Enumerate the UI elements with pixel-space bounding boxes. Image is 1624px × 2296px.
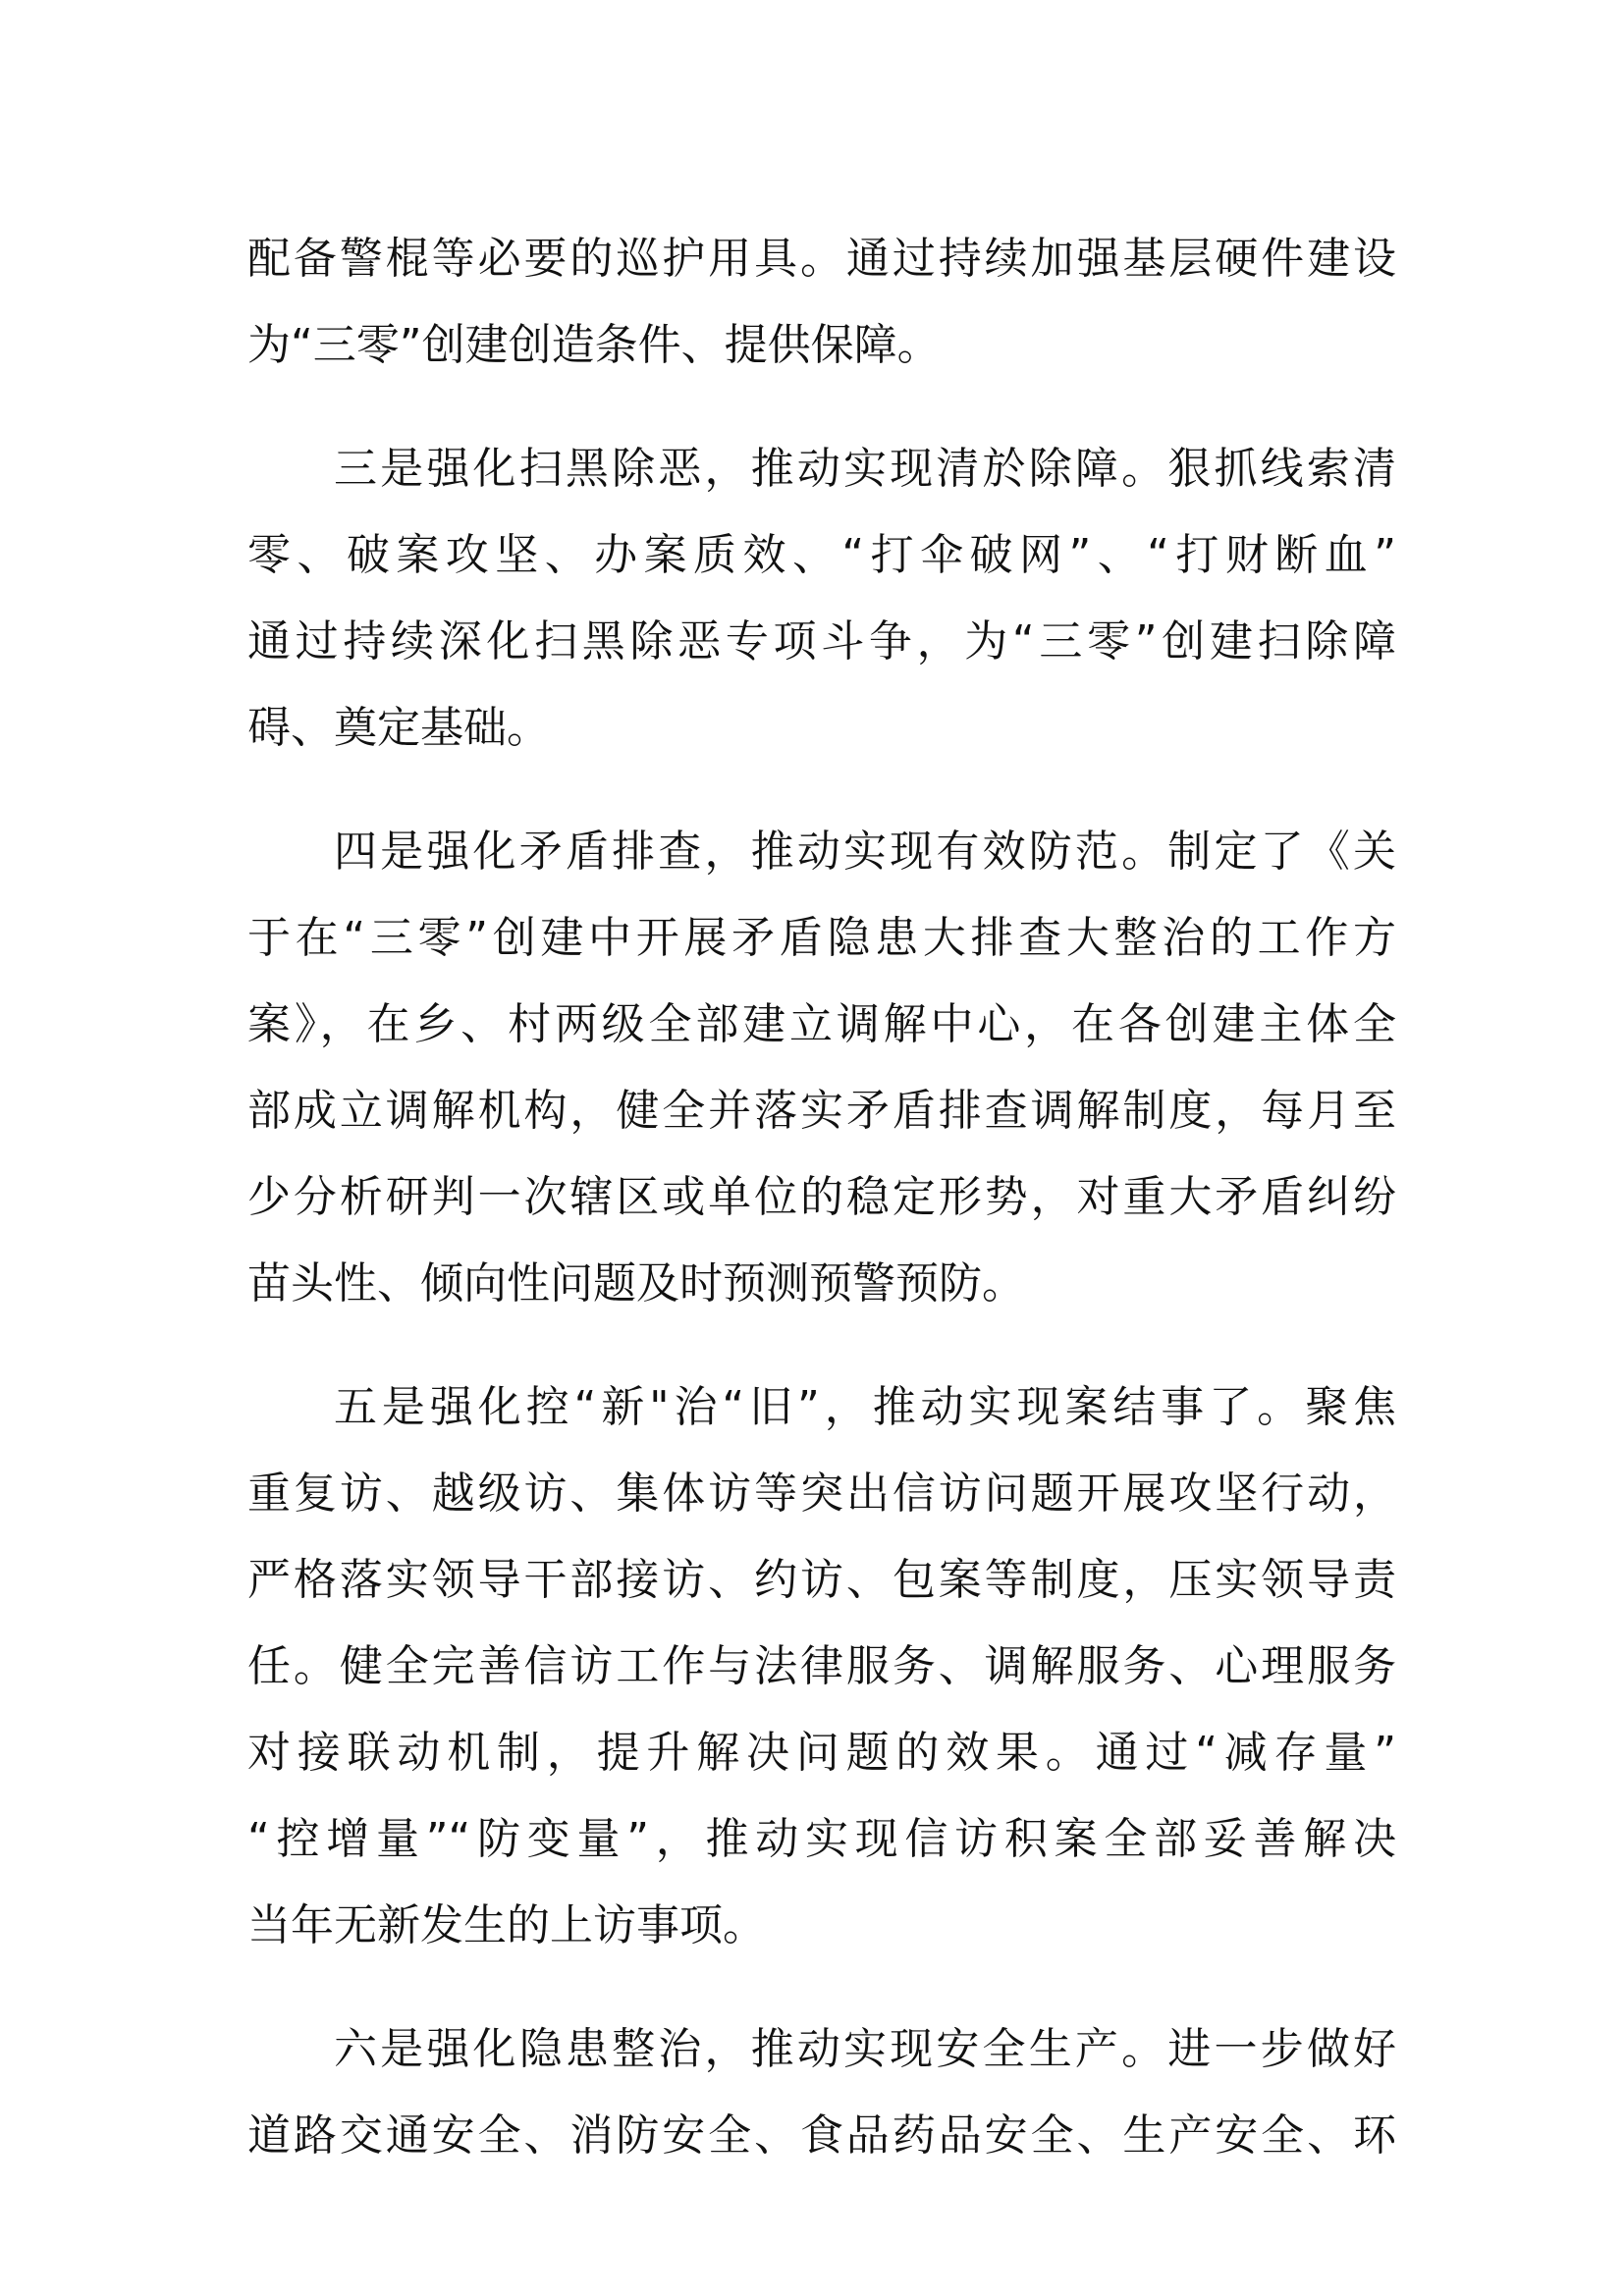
- paragraph-item-6: [247, 2006, 1396, 2179]
- text-line: 三是强化扫黑除恶，推动实现清於除障。狠抓线索清: [334, 444, 1396, 494]
- text-line: 六是强化隐患整治，推动实现安全生产。进一步做好: [334, 2024, 1396, 2074]
- text-line: 零、破案攻坚、办案质效、“打伞破网”、“打财断血”: [247, 530, 1396, 580]
- text-line: 于在“三零”创建中开展矛盾隐患大排查大整治的工作方: [247, 913, 1396, 963]
- text-line: 当年无新发生的上访事项。: [247, 1900, 766, 1950]
- text-line: 为“三零”创建创造条件、提供保障。: [247, 320, 941, 370]
- paragraph-item-3: [247, 426, 1396, 772]
- paragraph-item-5: [247, 1364, 1396, 1969]
- text-line: 部成立调解机构，健全并落实矛盾排查调解制度，每月至: [247, 1086, 1396, 1136]
- text-line: 案》，在乡、村两级全部建立调解中心，在各创建主体全: [247, 999, 1396, 1049]
- text-line: 任。健全完善信访工作与法律服务、调解服务、心理服务: [247, 1641, 1396, 1691]
- paragraph-continued: [247, 216, 1396, 389]
- text-line: 少分析研判一次辖区或单位的稳定形势，对重大矛盾纠纷: [247, 1172, 1396, 1222]
- text-line: 配备警棍等必要的巡护用具。通过持续加强基层硬件建设: [247, 234, 1396, 284]
- text-line: “控增量”“防变量”，推动实现信访积案全部妥善解决: [247, 1814, 1396, 1864]
- text-line: 苗头性、倾向性问题及时预测预警预防。: [247, 1258, 1025, 1308]
- paragraph-item-4: [247, 809, 1396, 1327]
- text-line: 重复访、越级访、集体访等突出信访问题开展攻坚行动，: [247, 1468, 1396, 1519]
- text-line: 四是强化矛盾排查，推动实现有效防范。制定了《关: [334, 827, 1396, 877]
- text-line: 碍、奠定基础。: [247, 703, 550, 753]
- text-line: 道路交通安全、消防安全、食品药品安全、生产安全、环: [247, 2110, 1396, 2161]
- text-line: 通过持续深化扫黑除恶专项斗争，为“三零”创建扫除障: [247, 616, 1396, 667]
- document-body: [247, 216, 1396, 2179]
- text-line: 对接联动机制，提升解决问题的效果。通过“减存量”: [247, 1728, 1396, 1778]
- text-line: 五是强化控“新"治“旧”，推动实现案结事了。聚焦: [334, 1382, 1396, 1432]
- text-line: 严格落实领导干部接访、约访、包案等制度，压实领导责: [247, 1555, 1396, 1605]
